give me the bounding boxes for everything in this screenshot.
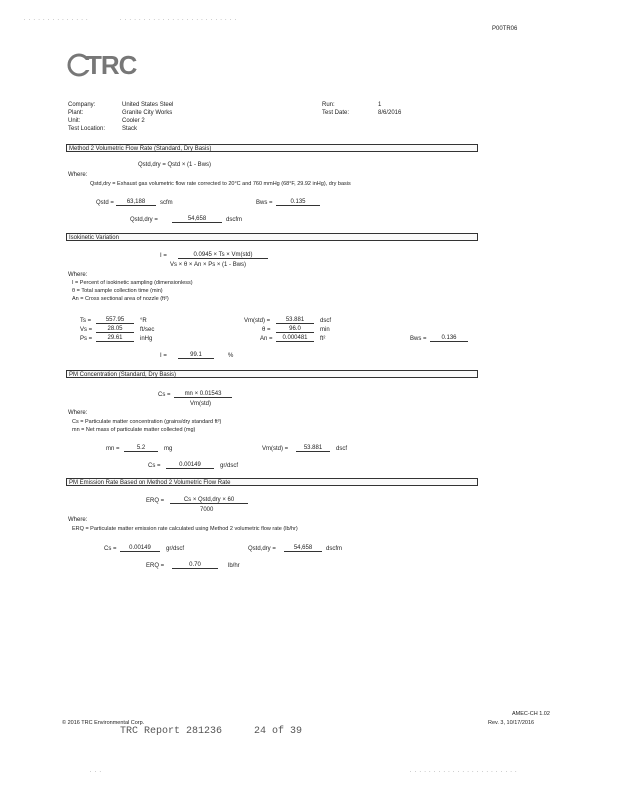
er-result-label: ERQ =	[146, 563, 165, 569]
logo-text: TRC	[86, 50, 137, 80]
iso-def-1: I = Percent of isokinetic sampling (dimensionless)	[72, 280, 193, 286]
cs-result-unit: gr/dscf	[220, 463, 239, 469]
er-def-1: ERQ = Particulate matter emission rate calculated using Method 2 volumetric flow rate (lb/hr)	[72, 526, 298, 532]
scan-noise-top-left: . . . . . . . . . . . . . .	[24, 16, 89, 22]
date-label: Test Date:	[322, 110, 350, 116]
ts-unit: °R	[140, 318, 147, 324]
ts-value: 557.95	[96, 317, 134, 324]
cs-unit-3: gr/dscf	[166, 546, 185, 552]
location-label: Test Location:	[68, 126, 106, 132]
er-where: Where:	[68, 517, 88, 523]
an-value: 0.000481	[276, 335, 314, 342]
ps-value: 29.61	[96, 335, 134, 342]
vm-value: 53.881	[276, 317, 314, 324]
iso-def-2: θ = Total sample collection time (min)	[72, 288, 163, 294]
iso-lhs: I =	[160, 253, 167, 259]
iso-def-3: An = Cross sectional area of nozzle (ft²)	[72, 296, 169, 302]
footer-page: 24 of 39	[254, 726, 303, 737]
cs-def-2: mn = Net mass of particulate matter collected (mg)	[72, 427, 196, 433]
vm-label-2: Vm(std) =	[262, 446, 289, 452]
mn-label: mn =	[106, 446, 120, 452]
mn-unit: mg	[164, 446, 173, 452]
er-lhs: ERQ =	[146, 498, 165, 504]
ps-label: Ps =	[80, 336, 93, 342]
cs-result-label: Cs =	[148, 463, 161, 469]
q-label-3: Qstd,dry =	[248, 546, 276, 552]
section-isokinetic-header: Isokinetic Variation	[66, 233, 478, 241]
qstd-unit: scfm	[160, 200, 173, 206]
i-label: I =	[160, 353, 167, 359]
qdry-value: 54,658	[172, 216, 222, 223]
vm-value-2: 53.881	[296, 445, 330, 452]
qdry-unit: dscfm	[226, 217, 243, 223]
cs-label-3: Cs =	[104, 546, 117, 552]
cs-where: Where:	[68, 410, 88, 416]
vs-value: 28.05	[96, 326, 134, 333]
er-denominator: 7000	[200, 507, 214, 513]
theta-value: 96.0	[276, 326, 314, 333]
section-emission-rate-header: PM Emission Rate Based on Method 2 Volumetric Flow Rate	[66, 478, 478, 486]
footer-revision: Rev. 3, 10/17/2016	[488, 720, 535, 726]
i-unit: %	[228, 353, 234, 359]
scan-noise-top-right: . . . . . . . . . . . . . . . . . . . . . . . . .	[120, 16, 238, 22]
bws-label-2: Bws =	[410, 336, 427, 342]
mn-value: 5.2	[124, 445, 158, 452]
vm-unit-2: dscf	[336, 446, 348, 452]
unit-value: Cooler 2	[122, 118, 145, 124]
an-label: An =	[260, 336, 273, 342]
footer-version: AMEC-CH 1.02	[512, 711, 550, 717]
bws-value-1: 0.135	[276, 199, 320, 206]
flow-definition: Qstd,dry = Exhaust gas volumetric flow rate corrected to 20°C and 760 mmHg (68°F, 29.92 inHg), dry basis	[90, 181, 351, 187]
cs-value-3: 0.00149	[120, 545, 160, 552]
footer-copyright: © 2016 TRC Environmental Corp.	[62, 720, 145, 726]
cs-numerator: mn × 0.01543	[174, 391, 232, 398]
ps-unit: inHg	[140, 336, 153, 342]
scan-noise-bottom-right: . . . . . . . . . . . . . . . . . . . . . . .	[410, 768, 518, 774]
section-concentration-header: PM Concentration (Standard, Dry Basis)	[66, 370, 478, 378]
plant-value: Granite City Works	[122, 110, 173, 116]
cs-result-value: 0.00149	[166, 462, 214, 469]
section-flow-rate-header: Method 2 Volumetric Flow Rate (Standard, Dry Basis)	[66, 144, 478, 152]
document-id: P00TR06	[492, 26, 518, 32]
i-value: 99.1	[178, 352, 214, 359]
flow-formula: Qstd,dry = Qstd × (1 - Bws)	[138, 162, 212, 168]
date-value: 8/6/2016	[378, 110, 402, 116]
iso-numerator: 0.0945 × Ts × Vm(std)	[178, 252, 268, 259]
iso-where: Where:	[68, 272, 88, 278]
vm-label: Vm(std) =	[244, 318, 271, 324]
run-value: 1	[378, 102, 382, 108]
qdry-label: Qstd,dry =	[130, 217, 158, 223]
vs-label: Vs =	[80, 327, 93, 333]
company-label: Company:	[68, 102, 96, 108]
er-result-unit: lb/hr	[228, 563, 240, 569]
company-value: United States Steel	[122, 102, 174, 108]
footer-report: TRC Report 281236	[120, 726, 223, 737]
theta-label: θ =	[262, 327, 271, 333]
plant-label: Plant:	[68, 110, 84, 116]
bws-value-2: 0.136	[430, 335, 468, 342]
run-label: Run:	[322, 102, 335, 108]
cs-lhs: Cs =	[158, 392, 171, 398]
vs-unit: ft/sec	[140, 327, 155, 333]
vm-unit: dscf	[320, 318, 332, 324]
q-unit-3: dscfm	[326, 546, 343, 552]
er-result-value: 0.70	[172, 562, 218, 569]
an-unit: ft²	[320, 336, 326, 342]
iso-denominator: Vs × θ × An × Ps × (1 - Bws)	[170, 262, 247, 268]
cs-denominator: Vm(std)	[190, 401, 211, 407]
flow-where: Where:	[68, 172, 88, 178]
bws-label-1: Bws =	[256, 200, 273, 206]
er-numerator: Cs × Qstd,dry × 60	[170, 497, 248, 504]
qstd-label: Qstd =	[96, 200, 114, 206]
ts-label: Ts =	[80, 318, 92, 324]
unit-label: Unit:	[68, 118, 81, 124]
cs-def-1: Cs = Particulate matter concentration (grains/dry standard ft³)	[72, 419, 222, 425]
scan-noise-bottom-left: . . .	[90, 768, 102, 774]
qstd-value: 63,188	[116, 199, 156, 206]
location-value: Stack	[122, 126, 138, 132]
theta-unit: min	[320, 327, 330, 333]
q-value-3: 54,658	[284, 545, 322, 552]
